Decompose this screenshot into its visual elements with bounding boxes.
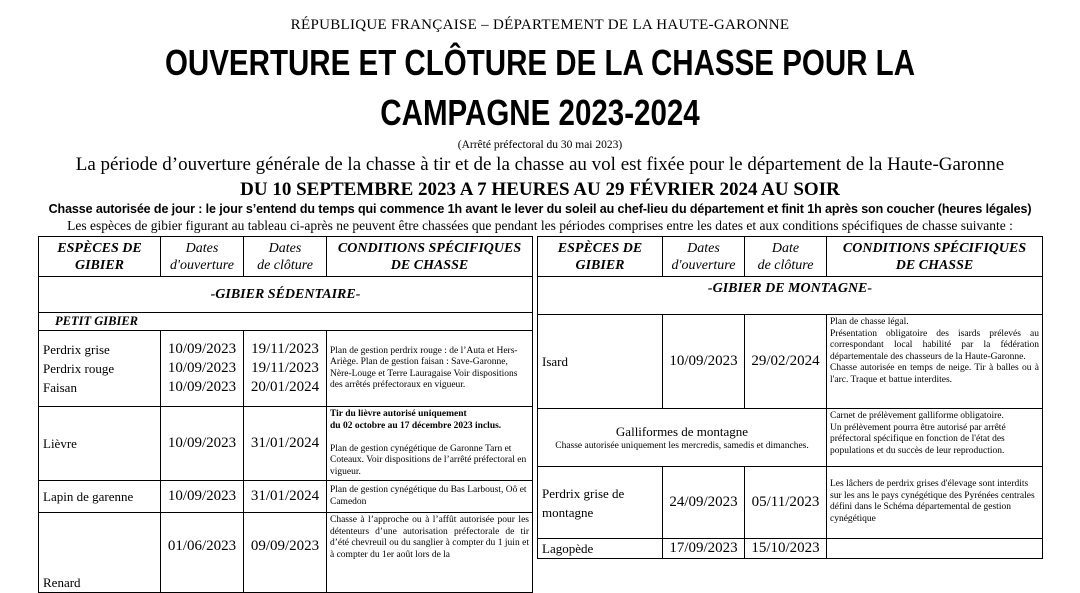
opening-date-cell: 10/09/2023 10/09/2023 10/09/2023: [161, 331, 244, 407]
table-header-row: [538, 237, 1043, 277]
page-title-line1: OUVERTURE ET CLÔTURE DE LA CHASSE POUR LA: [164, 42, 916, 83]
subsection-petit-gibier: PETIT GIBIER: [39, 313, 533, 331]
species-cell: Lièvre: [39, 407, 161, 481]
col-header-species: ESPÈCES DE GIBIER: [538, 237, 663, 277]
section-title-mountain: -GIBIER DE MONTAGNE-: [538, 277, 1043, 315]
conditions-cell: [827, 539, 1043, 559]
republic-header: RÉPUBLIQUE FRANÇAISE – DÉPARTEMENT DE LA HAUTE-GARONNE: [290, 17, 790, 33]
conditions-cell: Les lâchers de perdrix grises d'élevage sont interdits sur les ans le pays cynégétique des Pyrénées centrales défini dans le Schéma départemental de gestion cynégétique: [827, 467, 1043, 539]
closing-date-cell: 19/11/2023 19/11/2023 20/01/2024: [244, 331, 327, 407]
opening-date-cell: 10/09/2023: [161, 407, 244, 481]
closing-date-cell: 29/02/2024: [745, 315, 827, 409]
table-header-row: [39, 237, 533, 277]
opening-date-cell: 01/06/2023: [161, 513, 244, 593]
section-title-sedentary: -GIBIER SÉDENTAIRE-: [39, 277, 533, 313]
closing-date-cell: 05/11/2023: [745, 467, 827, 539]
species-cell: Perdrix grise de montagne: [538, 467, 663, 539]
conditions-cell: Plan de gestion perdrix rouge : de l’Auta et Hers-Ariège. Plan de gestion faisan : Save-Garonne, Nère-Louge et Terre Lauragaise Voir dispositions des arrêtés préfectoraux en vigueur.: [327, 331, 533, 407]
intro-text: La période d’ouverture générale de la chasse à tir et de la chasse au vol est fixée pour le département de la Haute-Garonne: [75, 154, 1005, 175]
conditions-cell: Carnet de prélèvement galliforme obligatoire. Un prélèvement pourra être autorisé par arrêté préfectoral spécifique en fonction de l'état des populations et du succès de leur reproduction.: [827, 409, 1043, 467]
species-cell: Lagopède: [538, 539, 663, 559]
opening-date-cell: 24/09/2023: [663, 467, 745, 539]
species-cell: Perdrix grise Perdrix rouge Faisan: [39, 331, 161, 407]
col-header-species: ESPÈCES DE GIBIER: [39, 237, 161, 277]
arrete-reference: (Arrêté préfectoral du 30 mai 2023): [457, 139, 623, 151]
table-row: [39, 407, 533, 481]
table-row: [39, 513, 533, 593]
closing-date-cell: 31/01/2024: [244, 407, 327, 481]
opening-date-cell: 10/09/2023: [161, 481, 244, 513]
col-header-closing: Date de clôture: [745, 237, 827, 277]
closing-date-cell: 15/10/2023: [745, 539, 827, 559]
species-cell: Renard: [39, 513, 161, 593]
table-row: [538, 409, 1043, 467]
conditions-cell: Plan de gestion cynégétique du Bas Larboust, Oô et Camedon: [327, 481, 533, 513]
table-row: [39, 481, 533, 513]
col-header-opening: Dates d'ouverture: [663, 237, 745, 277]
closing-date-cell: 09/09/2023: [244, 513, 327, 593]
species-cell: Lapin de garenne: [39, 481, 161, 513]
conditions-cell: Chasse à l’approche ou à l’affût autorisée pour les détenteurs d’une autorisation préfectorale de tir d’été chevreuil ou du sanglier à compter du 1 juin et à compter du 1er août lors de la: [327, 513, 533, 593]
conditions-cell: Tir du lièvre autorisé uniquement du 02 octobre au 17 décembre 2023 inclus. Plan de gestion cynégétique de Garonne Tarn et Coteaux. Voir dispositions de l’arrêté préfectoral en vigueur.: [327, 407, 533, 481]
table-row: [538, 539, 1043, 559]
table-sedentary-game: [38, 236, 533, 593]
season-dates: DU 10 SEPTEMBRE 2023 A 7 HEURES AU 29 FÉVRIER 2024 AU SOIR: [240, 179, 840, 200]
galliformes-cell: Galliformes de montagne Chasse autorisée uniquement les mercredis, samedis et dimanches.: [538, 409, 827, 467]
conditions-cell: Plan de chasse légal. Présentation obligatoire des isards prélevés au correspondant local habilité par la fédération départementale des chasseurs de la Haute-Garonne. Chasse autorisée en temps de neige. Tir à balles ou à l'arc. Traque et battue interdites.: [827, 315, 1043, 409]
col-header-closing: Dates de clôture: [244, 237, 327, 277]
species-cell: Isard: [538, 315, 663, 409]
page-title-line2: CAMPAGNE 2023-2024: [380, 92, 700, 133]
table-row: [538, 467, 1043, 539]
opening-date-cell: 17/09/2023: [663, 539, 745, 559]
opening-date-cell: 10/09/2023: [663, 315, 745, 409]
closing-date-cell: 31/01/2024: [244, 481, 327, 513]
col-header-conditions: CONDITIONS SPÉCIFIQUES DE CHASSE: [327, 237, 533, 277]
col-header-conditions: CONDITIONS SPÉCIFIQUES DE CHASSE: [827, 237, 1043, 277]
rule-species: Les espèces de gibier figurant au tableau ci-après ne peuvent être chassées que pendant les périodes comprises entre les dates et aux conditions spécifiques de chasse suivante :: [67, 218, 1013, 233]
rule-daytime: Chasse autorisée de jour : le jour s’entend du temps qui commence 1h avant le lever du soleil au chef-lieu du département et finit 1h après son coucher (heures légales): [48, 202, 1032, 216]
col-header-opening: Dates d'ouverture: [161, 237, 244, 277]
table-row: [538, 315, 1043, 409]
table-mountain-game: [537, 236, 1043, 559]
table-row: [39, 331, 533, 407]
